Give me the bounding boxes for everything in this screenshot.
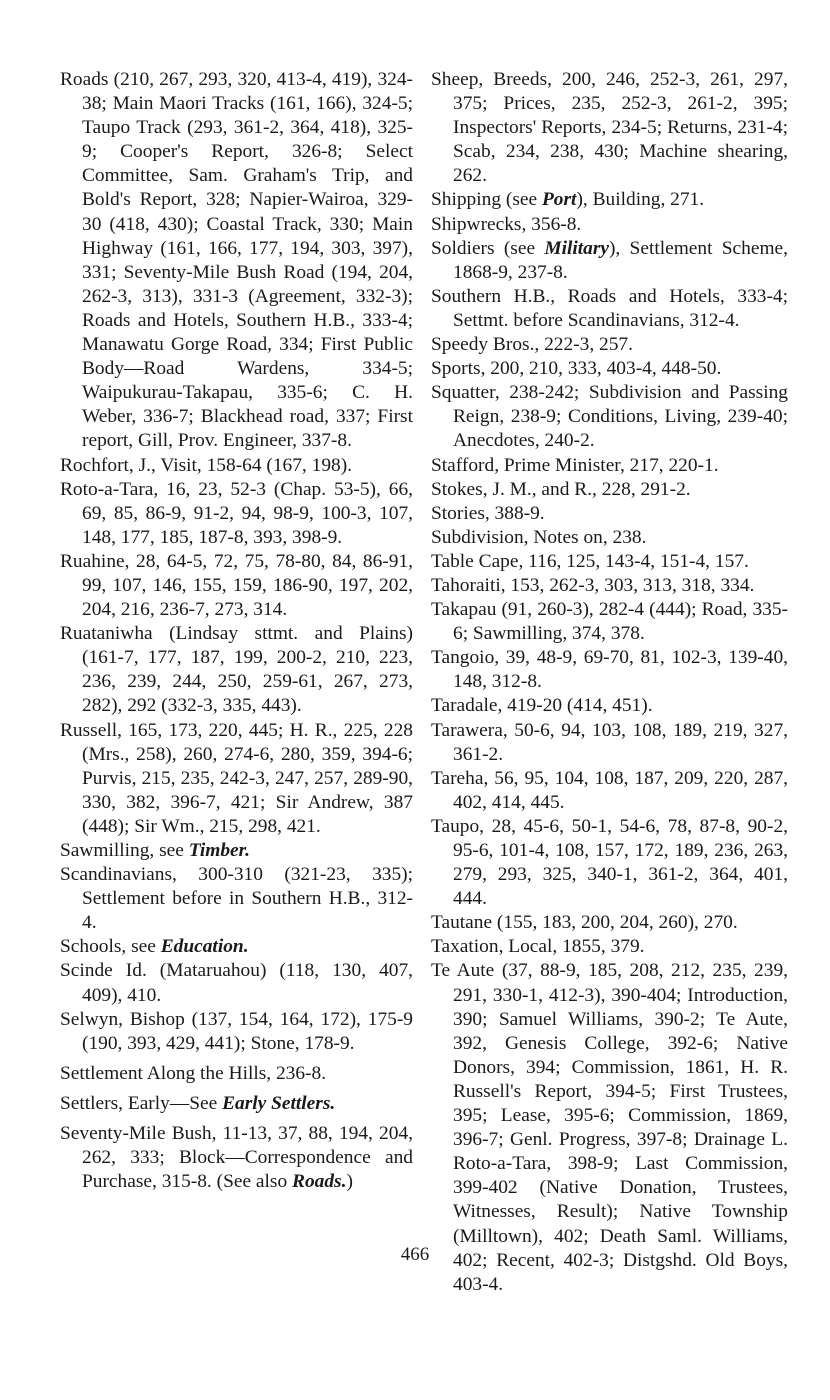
entry-text: Ruahine, 28, 64-5, 72, 75, 78-80, 84, 86-91, 99, 107, 146, 155, 159, 186-90, 197, 202, 204, 216, 236-7, 273, 314. [60, 550, 413, 621]
index-entry [431, 188, 788, 212]
cross-reference: Education. [160, 936, 249, 958]
index-entry [60, 719, 413, 839]
entry-text: Ruataniwha (Lindsay sttmt. and Plains) (161-7, 177, 187, 199, 200-2, 210, 223, 236, 239, 244, 250, 259-61, 267, 273, 282), 292 (332-3, 335, 443). [60, 623, 413, 717]
entry-text: Tangoio, 39, 48-9, 69-70, 81, 102-3, 139-40, 148, 312-8. [431, 647, 788, 693]
index-column-right [431, 68, 788, 1297]
index-entry [431, 285, 788, 333]
entry-text: Settlement Along the Hills, 236-8. [60, 1062, 327, 1084]
index-entry [431, 357, 788, 381]
index-entry [60, 622, 413, 718]
index-entry [431, 454, 788, 478]
entry-text: Russell, 165, 173, 220, 445; H. R., 225, 228 (Mrs., 258), 260, 274-6, 280, 359, 394-6; Purvis, 215, 235, 242-3, 247, 257, 289-90, 330, 382, 396-7, 421; Sir Andrew, 387 (448); Sir Wm., 215, 298, 421. [60, 719, 413, 837]
index-entry [60, 1062, 413, 1086]
entry-text: Stafford, Prime Minister, 217, 220-1. [431, 454, 719, 476]
index-entry [431, 719, 788, 767]
entry-text: Tahoraiti, 153, 262-3, 303, 313, 318, 334. [431, 574, 755, 596]
entry-text: Stokes, J. M., and R., 228, 291-2. [431, 478, 691, 500]
entry-text: Soldiers (see [431, 237, 545, 259]
entry-text: Taupo, 28, 45-6, 50-1, 54-6, 78, 87-8, 90-2, 95-6, 101-4, 108, 157, 172, 189, 236, 263, 279, 293, 325, 340-1, 361-2, 364, 401, 444. [431, 815, 788, 910]
index-entry [60, 935, 413, 959]
index-entry [431, 237, 788, 285]
index-entry [431, 526, 788, 550]
entry-text: Scinde Id. (Mataruahou) (118, 130, 407, 409), 410. [60, 960, 413, 1006]
entry-text: Squatter, 238-242; Subdivision and Passing Reign, 238-9; Conditions, Living, 239-40; Anecdotes, 240-2. [431, 382, 788, 452]
entry-text: Selwyn, Bishop (137, 154, 164, 172), 175-9 (190, 393, 429, 441); Stone, 178-9. [60, 1008, 413, 1054]
entry-text: Te Aute (37, 88-9, 185, 208, 212, 235, 239, 291, 330-1, 412-3), 390-404; Introduction, 390; Samuel Williams, 390-2; Te Aute, 392, Genesis College, 392-6; Native Donors, 394; Commission, 1861, H. R. Russell's Report, 394-5; First Trustees, 395; Lease, 395-6; Commission, 1869, 396-7; Genl. Progress, 397-8; Drainage L. Roto-a-Tara, 398-9; Last Commission, 399-402 (Native Donation, Trustees, Witnesses, Result); Native Township (Milltown), 402; Death Saml. Williams, 402; Recent, 402-3; Distgshd. Old Boys, 403-4. [431, 960, 788, 1295]
entry-text: Roads (210, 267, 293, 320, 413-4, 419), 324-38; Main Maori Tracks (161, 166), 324-5; Taupo Track (293, 361-2, 364, 418), 325-9; Cooper's Report, 326-8; Select Committee, Sam. Graham's Trip, and Bold's Report, 328; Napier-Wairoa, 329-30 (418, 430); Coastal Track, 330; Main Highway (161, 166, 177, 194, 303, 397), 331; Seventy-Mile Bush Road (194, 204, 262-3, 313), 331-3 (Agreement, 332-3); Roads and Hotels, Southern H.B., 333-4; Manawatu Gorge Road, 334; First Public Body—Road Wardens, 334-5; Waipukurau-Takapau, 335-6; C. H. Weber, 336-7; Blackhead road, 337; First report, Gill, Prov. Engineer, 337-8. [60, 69, 413, 452]
index-entry [431, 381, 788, 453]
index-entry [431, 213, 788, 237]
entry-text: Subdivision, Notes on, 238. [431, 526, 647, 548]
entry-text: Sheep, Breeds, 200, 246, 252-3, 261, 297, 375; Prices, 235, 252-3, 261-2, 395; Inspectors' Reports, 234-5; Returns, 231-4; Scab, 234, 238, 430; Machine shearing, 262. [431, 69, 788, 187]
index-entry [431, 694, 788, 718]
index-entry [431, 502, 788, 526]
index-entry [431, 646, 788, 694]
entry-text: Sports, 200, 210, 333, 403-4, 448-50. [431, 358, 722, 380]
entry-text: Tarawera, 50-6, 94, 103, 108, 189, 219, 327, 361-2. [431, 719, 788, 765]
index-entry [431, 598, 788, 646]
entry-text: Schools, see [60, 936, 161, 958]
entry-text: Settlers, Early—See [60, 1092, 223, 1114]
index-entry [60, 863, 413, 935]
index-entry [60, 68, 413, 454]
index-entry [431, 911, 788, 935]
cross-reference: Early Settlers. [222, 1092, 336, 1114]
entry-text: Taradale, 419-20 (414, 451). [431, 695, 653, 717]
index-entry [60, 478, 413, 550]
index-entry [60, 1008, 413, 1056]
index-entry [60, 550, 413, 622]
index-entry [431, 550, 788, 574]
entry-text: Rochfort, J., Visit, 158-64 (167, 198). [60, 454, 353, 476]
entry-text: Roto-a-Tara, 16, 23, 52-3 (Chap. 53-5), 66, 69, 85, 86-9, 91-2, 94, 98-9, 100-3, 107, 148, 177, 185, 187-8, 393, 398-9. [60, 478, 413, 548]
entry-text: ) [346, 1171, 353, 1193]
page-number: 466 [400, 1244, 430, 1265]
entry-text: Shipping (see [431, 189, 542, 211]
entry-text: Tareha, 56, 95, 104, 108, 187, 209, 220, 287, 402, 414, 445. [431, 767, 788, 813]
entry-text: Sawmilling, see [60, 840, 189, 861]
index-entry [60, 959, 413, 1007]
cross-reference: Timber. [188, 840, 250, 861]
index-entry [60, 1092, 413, 1116]
cross-reference: Port [541, 189, 577, 211]
entry-text: Stories, 388-9. [431, 502, 545, 524]
index-entry [431, 333, 788, 357]
entry-text: Tautane (155, 183, 200, 204, 260), 270. [431, 912, 738, 934]
entry-text: ), Settlement Scheme, 1868-9, 237-8. [453, 237, 788, 283]
index-entry [60, 839, 413, 863]
entry-text: Scandinavians, 300-310 (321-23, 335); Settlement before in Southern H.B., 312-4. [60, 864, 413, 934]
cross-reference: Military [544, 237, 609, 259]
index-entry [60, 454, 413, 478]
index-entry [431, 478, 788, 502]
index-column-left [60, 68, 413, 1194]
entry-text: Seventy-Mile Bush, 11-13, 37, 88, 194, 204, 262, 333; Block—Correspondence and Purchase, 315-8. (See also [60, 1123, 413, 1193]
entry-text: Taxation, Local, 1855, 379. [431, 936, 645, 958]
cross-reference: Roads. [292, 1171, 347, 1193]
index-entry [431, 767, 788, 815]
entry-text: ), Building, 271. [576, 189, 705, 211]
index-entry [431, 68, 788, 188]
entry-text: Shipwrecks, 356-8. [431, 213, 582, 235]
index-entry [431, 935, 788, 959]
index-entry [60, 1122, 413, 1194]
entry-text: Southern H.B., Roads and Hotels, 333-4; Settmt. before Scandinavians, 312-4. [431, 285, 788, 331]
index-entry [431, 574, 788, 598]
entry-text: Speedy Bros., 222-3, 257. [431, 334, 633, 356]
entry-text: Table Cape, 116, 125, 143-4, 151-4, 157. [431, 550, 749, 572]
index-entry [431, 815, 788, 911]
entry-text: Takapau (91, 260-3), 282-4 (444); Road, 335-6; Sawmilling, 374, 378. [431, 599, 788, 645]
